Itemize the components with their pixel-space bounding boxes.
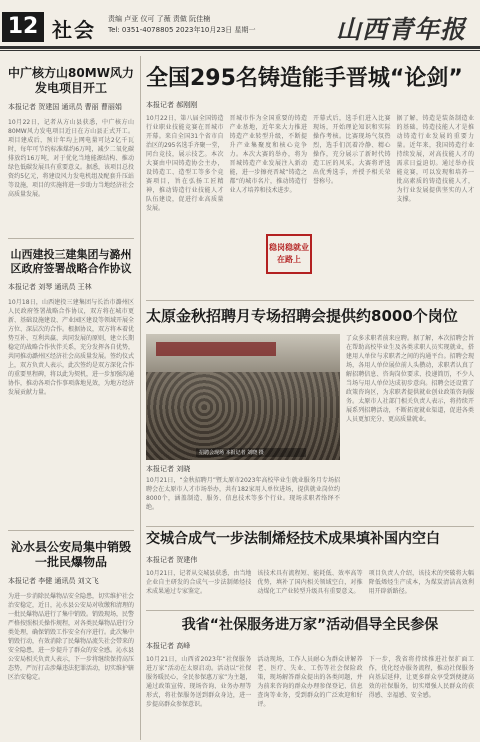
article-body: 该技术具有流程短、能耗低、效率高等优势，填补了国内相关领域空白，对推动煤化工产业转型升级具有重要意义。 xyxy=(257,570,363,595)
masthead-editors: 责编 卢亚 仪可 了薇 责做 阮佳楠 xyxy=(108,15,211,23)
column-stamp: 稳岗稳就业在路上 xyxy=(266,234,312,274)
headline: 交城合成气一步法制烯烃技术成果填补国内空白 xyxy=(146,531,440,547)
article-body: 为进一步消除民爆物品安全隐患，切实维护社会治安稳定，近日，沁水县公安局对收缴和清理的一批民爆物品进行了集中销毁。销毁现场，民警严格按照相关操作规程，对各类民爆物品进行分类处理，确保销毁工作安全有序进行。此次集中销毁行动，有效消除了民爆物品流失社会带来的安全隐患，进一步提升了群众的安全感。沁水县公安局相关负责人表示，下一步将继续保持高压态势，严厉打击涉爆违法犯罪活动，切实维护辖区治安稳定。 xyxy=(8,593,134,681)
article-body: 了众多求职者前来应聘。据了解，本次招聘会旨在帮助高校毕业生及各类求职人员实现就业，搭建用人单位与求职者之间的沟通平台。招聘会现场，各用人单位展位前人头攒动，求职者认真了解招聘信息、咨询岗位要求、投递简历，不少人当场与用人单位达成初步意向。招聘会还设置了政策咨询区，为求职者提供就业创业政策咨询服务。太原市人社部门相关负责人表示，将持续开展系列招聘活动，不断拓宽就业渠道，促进各类人员更加充分、更高质量就业。 xyxy=(346,335,474,423)
article-body: 开幕式后，选手们进入比赛现场，开始理论知识和实际操作考核。比赛现场气氛热烈，选手们沉着冷静、精心操作，充分展示了新时代铸造工匠的风采。大赛将评选出优秀选手，并授予相关荣誉称号。 xyxy=(313,115,391,185)
paper-logo: 山西青年报 xyxy=(335,15,466,44)
article-construction-agreement xyxy=(8,248,134,548)
byline: 本报记者 刘晓 xyxy=(146,465,191,473)
column-divider xyxy=(140,56,141,740)
byline: 本报记者 高峰 xyxy=(146,642,191,650)
photo-banner xyxy=(156,342,276,356)
masthead-rule-thin xyxy=(0,50,480,51)
masthead-info xyxy=(108,14,256,36)
article-columns xyxy=(146,569,474,613)
divider xyxy=(146,610,474,611)
article-job-fair xyxy=(146,306,474,326)
article-columns xyxy=(146,114,474,232)
byline: 本报记者 贺建国 通讯员 曹丽 曹丽娟 xyxy=(8,103,122,111)
article-body: 10月22日，记者从方山县获悉，中广核方山80MW风力发电项目近日在方山县正式开工。项目建成后，预计年均上网电量可达2亿千瓦时，每年可节约标准煤约6万吨，减少二氧化碳排放约16万吨，对于优化当地能源结构、推动绿色低碳发展具有重要意义。据悉，该项目总投资约5亿元，将建设风力发电机组及配套升压站等设施，项目的实施将进一步助力当地经济社会高质量发展。 xyxy=(8,119,134,198)
article-body: 10月18日，山西建投三建集团与长治市潞州区人民政府签署战略合作协议，双方将在城市更新、基础设施建设、产业园区建设等领域开展全方位、深层次的合作。根据协议，双方将本着优势互补、互利共赢、共同发展的原则，建立长期稳定的战略合作伙伴关系，充分发挥各自优势，共同推动潞州区经济社会高质量发展。签约仪式上，双方负责人表示，此次签约是双方深化合作的重要里程碑，将以此为契机，进一步加强沟通协作，推动各项合作事项落地见效，为地方经济发展贡献力量。 xyxy=(8,299,134,396)
article-body: 10月21日，“金秋招聘月”暨太原市2023年高校毕业生就业服务月专场招聘会在太原市人才市场举办，共有182家用人单位进场，提供就业岗位约8000个，涵盖制造、服务、信息技术等多个行业。现场求职者络绎不绝。 xyxy=(146,477,340,511)
article-body: 晋城市作为全国重要的铸造产业基地，近年来大力推进铸造产业转型升级，不断提升产业集聚度和核心竞争力。本次大赛的举办，将为晋城铸造产业发展注入新动能，进一步擦亮晋城“铸造之都”的城市名片，推动铸造行业人才培养和技术进步。 xyxy=(229,115,307,194)
byline: 本报记者 刘琴 通讯员 王林 xyxy=(8,283,92,291)
masthead xyxy=(0,0,480,52)
article-body: 10月21日，山西省2023年“社保服务进万家”活动在太原启动。活动以“社保服务暖民心，全民参保惠万家”为主题，通过政策宣传、现场咨询、业务办理等形式，将社保服务送到群众身边，进一步提高群众参保意识。 xyxy=(146,656,252,708)
headline: 山西建投三建集团与潞州区政府签署战略合作协议 xyxy=(10,248,132,275)
article-body: 项目负责人介绍，该技术的突破将大幅降低烯烃生产成本，为煤炭清洁高效利用开辟新路径。 xyxy=(368,570,474,595)
section-name: 社会 xyxy=(52,18,96,42)
article-olefin-technology xyxy=(146,530,474,613)
photo-caption: 招聘会现场 本报记者 刘晓 摄 xyxy=(196,448,306,457)
byline: 本报记者 贺建伟 xyxy=(146,556,198,564)
article-body: 10月22日，第八届全国铸造行业职业技能竞赛在晋城市开幕。来自全国31个省市自治区的295名选手齐聚一堂，同台竞技，展示技艺。本次大赛由中国铸造协会主办，设铸造工、造型工等多个竞赛项目，旨在弘扬工匠精神，推动铸造行业技能人才队伍建设，促进行业高质量发展。 xyxy=(146,115,224,212)
article-explosives-destruction xyxy=(8,540,134,742)
photo-crowd xyxy=(146,372,340,460)
masthead-contact: Tel: 0351-4078805 2023年10月23日 星期一 xyxy=(108,26,256,34)
article-body: 10月21日，记者从交城县获悉，由当地企业自主研发的合成气一步法制烯烃技术成果通过专家鉴定。 xyxy=(146,570,252,595)
job-fair-photo xyxy=(146,334,340,460)
article-casting-competition xyxy=(146,64,474,232)
headline: 我省“社保服务进万家”活动倡导全民参保 xyxy=(181,617,439,633)
headline: 中广核方山80MW风力发电项目开工 xyxy=(8,66,134,95)
article-wind-power xyxy=(8,66,134,232)
byline: 本报记者 郝刚刚 xyxy=(146,101,198,109)
divider xyxy=(8,530,134,531)
article-social-security xyxy=(146,616,474,731)
article-body: 据了解，铸造是装备制造业的基础，铸造技能人才是推动铸造行业发展的重要力量。近年来，我国铸造行业持续发展，对高技能人才的需求日益迫切。通过举办技能竞赛，可以发现和培养一批高素质的铸造技能人才，为行业发展提供坚实的人才支撑。 xyxy=(396,115,474,203)
headline: 全国295名铸造能手晋城“论剑” xyxy=(146,66,463,91)
article-body: 下一步，我省将持续推进社保扩面工作，优化经办服务流程，推动社保服务向基层延伸，让更多群众享受到便捷高效的社保服务，切实增强人民群众的获得感、幸福感、安全感。 xyxy=(368,656,474,699)
divider xyxy=(8,238,134,239)
headline: 沁水县公安局集中销毁一批民爆物品 xyxy=(10,540,131,569)
article-body: 活动现场，工作人员耐心为群众讲解养老、医疗、失业、工伤等社会保险政策，现场解答群众提出的各类问题，并为前来咨询的群众办理参保登记、信息查询等业务，受到群众的广泛欢迎和好评。 xyxy=(257,656,363,708)
divider xyxy=(146,526,474,527)
divider xyxy=(146,300,474,301)
byline: 本报记者 李健 通讯员 刘文飞 xyxy=(8,577,99,585)
masthead-rule xyxy=(0,46,480,49)
article-columns xyxy=(146,655,474,731)
headline: 太原金秋招聘月专场招聘会提供约8000个岗位 xyxy=(146,307,458,325)
page-number: 12 xyxy=(2,12,44,42)
